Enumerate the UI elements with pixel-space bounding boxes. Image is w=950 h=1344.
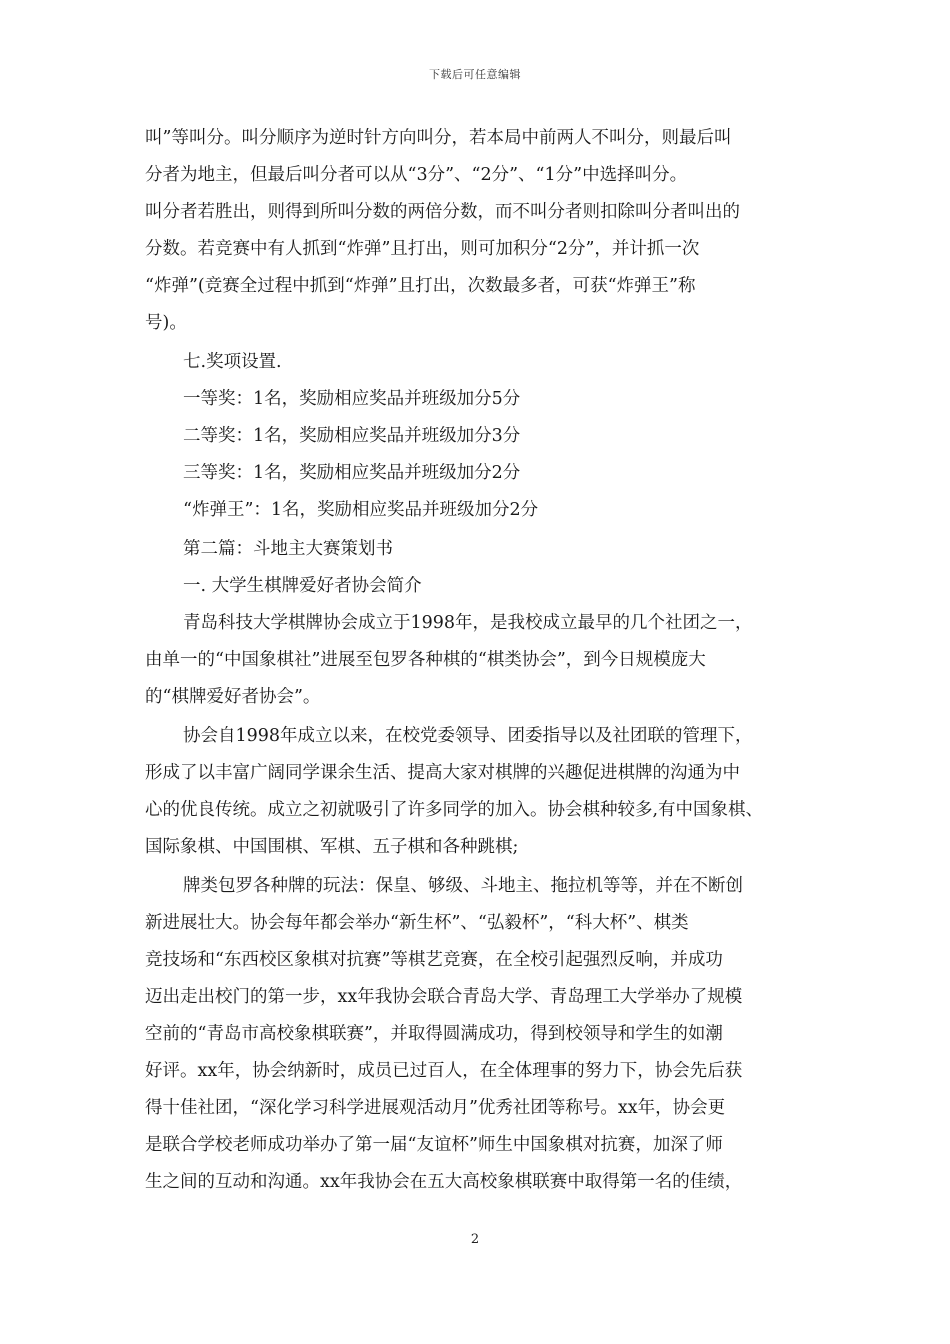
text-line: 的“棋牌爱好者协会”。 bbox=[145, 687, 321, 707]
text-line: 得十佳社团，“深化学习科学进展观活动月”优秀社团等称号。xx年，协会更 bbox=[145, 1098, 726, 1118]
award-item: 一等奖：1名，奖励相应奖品并班级加分5分 bbox=[183, 389, 521, 409]
page-number: 2 bbox=[470, 1232, 480, 1247]
text-line: 空前的“青岛市高校象棋联赛”，并取得圆满成功，得到校领导和学生的如潮 bbox=[145, 1024, 723, 1044]
text-line: 形成了以丰富广阔同学课余生活、提高大家对棋牌的兴趣促进棋牌的沟通为中 bbox=[145, 763, 740, 783]
text-line: 迈出走出校门的第一步，xx年我协会联合青岛大学、青岛理工大学举办了规模 bbox=[145, 987, 743, 1007]
award-item: “炸弹王”：1名，奖励相应奖品并班级加分2分 bbox=[183, 500, 539, 520]
section-heading: 七.奖项设置. bbox=[183, 352, 282, 372]
text-line: 心的优良传统。成立之初就吸引了许多同学的加入。协会棋种较多,有中国象棋、 bbox=[145, 800, 764, 820]
text-line: “炸弹”(竞赛全过程中抓到“炸弹”且打出，次数最多者，可获“炸弹王”称 bbox=[145, 276, 696, 296]
text-line: 叫”等叫分。叫分顺序为逆时针方向叫分，若本局中前两人不叫分，则最后叫 bbox=[145, 128, 732, 148]
text-line: 好评。xx年，协会纳新时，成员已过百人，在全体理事的努力下，协会先后获 bbox=[145, 1061, 743, 1081]
text-line: 号)。 bbox=[145, 313, 187, 333]
text-line: 是联合学校老师成功举办了第一届“友谊杯”师生中国象棋对抗赛，加深了师 bbox=[145, 1135, 723, 1155]
text-line: 生之间的互动和沟通。xx年我协会在五大高校象棋联赛中取得第一名的佳绩， bbox=[145, 1172, 743, 1192]
chapter-heading: 第二篇：斗地主大赛策划书 bbox=[183, 539, 393, 559]
text-line: 国际象棋、中国围棋、军棋、五子棋和各种跳棋; bbox=[145, 837, 519, 857]
text-line: 牌类包罗各种牌的玩法：保皇、够级、斗地主、拖拉机等等，并在不断创 bbox=[183, 876, 743, 896]
text-line: 分数。若竞赛中有人抓到“炸弹”且打出，则可加积分“2分”，并计抓一次 bbox=[145, 239, 700, 259]
text-line: 分者为地主，但最后叫分者可以从“3分”、“2分”、“1分”中选择叫分。 bbox=[145, 165, 688, 185]
text-line: 新进展壮大。协会每年都会举办“新生杯”、“弘毅杯”，“科大杯”、棋类 bbox=[145, 913, 689, 933]
text-line: 青岛科技大学棋牌协会成立于1998年，是我校成立最早的几个社团之一， bbox=[183, 613, 753, 633]
text-line: 竞技场和“东西校区象棋对抗赛”等棋艺竞赛，在全校引起强烈反响，并成功 bbox=[145, 950, 723, 970]
text-line: 由单一的“中国象棋社”进展至包罗各种棋的“棋类协会”，到今日规模庞大 bbox=[145, 650, 706, 670]
text-line: 叫分者若胜出，则得到所叫分数的两倍分数，而不叫分者则扣除叫分者叫出的 bbox=[145, 202, 740, 222]
header-note: 下载后可任意编辑 bbox=[429, 68, 521, 81]
text-line: 协会自1998年成立以来，在校党委领导、团委指导以及社团联的管理下， bbox=[183, 726, 753, 746]
award-item: 三等奖：1名，奖励相应奖品并班级加分2分 bbox=[183, 463, 521, 483]
award-item: 二等奖：1名，奖励相应奖品并班级加分3分 bbox=[183, 426, 521, 446]
section-heading: 一. 大学生棋牌爱好者协会简介 bbox=[183, 576, 422, 596]
